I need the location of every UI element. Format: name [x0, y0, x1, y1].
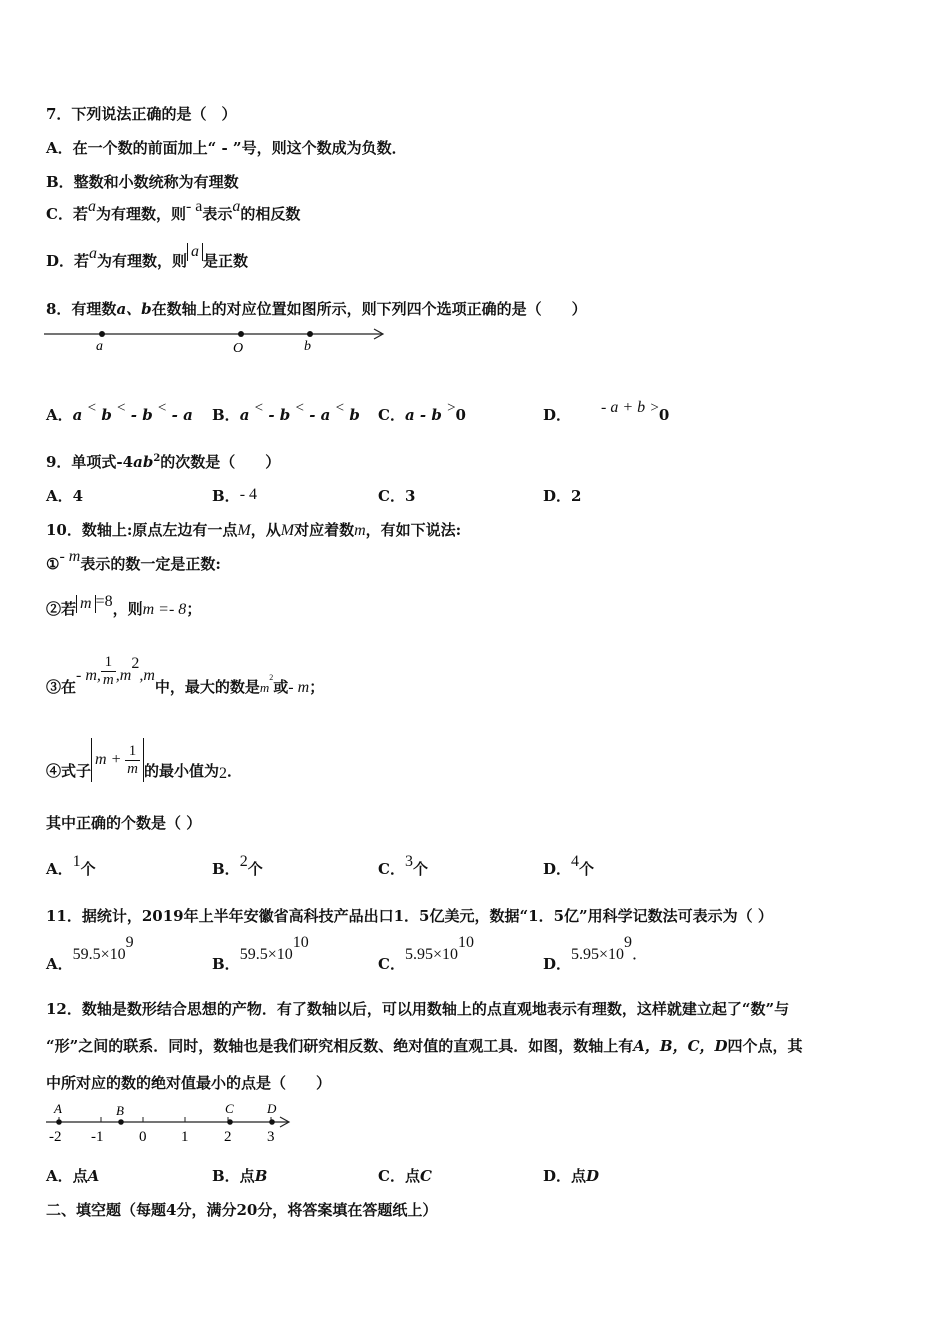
q10-option-d: D．4个 — [543, 853, 595, 878]
q9-option-d: D．2 — [543, 487, 582, 505]
q12-point-b — [118, 1119, 124, 1125]
q12-tick-label: 0 — [139, 1129, 147, 1145]
q8-option-d: D． - a + b >0 — [543, 399, 670, 424]
q8-number-line — [44, 324, 389, 360]
q12-stem-line2: “形”之间的联系．同时，数轴也是我们研究相反数、绝对值的直观工具．如图，数轴上有A，B，C，D四个点，其 — [46, 1037, 803, 1055]
q8-point-o — [238, 331, 244, 337]
q12-ticks — [59, 1117, 271, 1122]
q10-option-c: C．3个 — [378, 853, 428, 878]
q9-option-a: A．4 — [46, 487, 84, 505]
q7-option-a: A．在一个数的前面加上“ - ”号，则这个数成为负数． — [46, 139, 407, 157]
q11-option-c: C．$5.95\times 10^{10}$ — [378, 934, 474, 973]
q9-option-b: B．- 4 — [212, 486, 258, 505]
q8-label-a: a — [96, 339, 103, 354]
q12-point-d — [269, 1119, 275, 1125]
q11-option-a: A．$59.5\times 10^9$ — [46, 934, 134, 973]
q8-option-a: A．a < b < - b < - a — [46, 400, 193, 424]
q12-option-b: B．点B — [212, 1167, 268, 1185]
q8-option-b: B．a < - b < - a < b — [212, 400, 360, 424]
q10-statement-1: ①- m表示的数一定是正数: — [46, 548, 221, 573]
q8-stem: 8．有理数a、b在数轴上的对应位置如图所示，则下列四个选项正确的是（ ） — [46, 300, 587, 318]
q9-option-c: C．3 — [378, 487, 416, 505]
q10-statement-4: ④式子m + $\frac{1}{m}$ 的最小值为2． — [46, 728, 242, 778]
section-heading: 二、填空题（每题4分，满分20分，将答案填在答题纸上） — [46, 1201, 438, 1219]
q12-label-b: B — [116, 1103, 124, 1118]
q11-option-d: D．$5.95\times 10^9$． — [543, 934, 649, 973]
q12-tick-label: -2 — [49, 1129, 62, 1145]
q12-option-d: D．点D — [543, 1167, 600, 1185]
q7-option-c: C．若a为有理数，则- a表示a的相反数 — [46, 198, 301, 223]
q12-stem-line3: 中所对应的数的绝对值最小的点是（ ） — [46, 1074, 332, 1092]
q7-option-d: D．若a为有理数，则a是正数 — [46, 243, 249, 270]
q11-option-b: B．$59.5\times 10^{10}$ — [212, 934, 309, 973]
q12-point-a — [56, 1119, 62, 1125]
q8-option-c: C．a - b >0 — [378, 400, 466, 424]
q12-option-c: C．点C — [378, 1167, 432, 1185]
q10-statement-3: ③在- m, $\frac{1}{m}$ $,m^2,m$中，最大的数是$m^2$或- m； — [46, 654, 325, 696]
q12-stem-line1: 12．数轴是数形结合思想的产物．有了数轴以后，可以用数轴上的点直观地表示有理数，这样就建立起了“数”与 — [46, 1000, 790, 1018]
q11-stem: 11．据统计，2019年上半年安徽省高科技产品出口1．5亿美元，数据“1．5亿”用科学记数法可表示为（ ） — [46, 907, 773, 925]
q12-tick-label: 2 — [224, 1129, 232, 1145]
q12-label-d: D — [267, 1101, 277, 1116]
q7-stem: 7．下列说法正确的是（ ） — [46, 105, 237, 123]
q9-stem: 9．单项式$-4ab^2$的次数是（ ） — [46, 453, 281, 471]
q8-point-a — [99, 331, 105, 337]
q12-point-c — [227, 1119, 233, 1125]
q12-tick-label: 1 — [181, 1129, 189, 1145]
q12-option-a: A．点A — [46, 1167, 100, 1185]
q10-summary: 其中正确的个数是（ ） — [46, 814, 202, 832]
q12-tick-label: -1 — [91, 1129, 104, 1145]
q8-label-o: O — [233, 341, 244, 356]
q10-option-b: B．2个 — [212, 853, 263, 878]
q10-option-a: A．1个 — [46, 853, 96, 878]
q7-option-b: B．整数和小数统称为有理数 — [46, 173, 239, 191]
q10-statement-2: ②若 m =8，则m =- 8； — [46, 593, 202, 618]
q10-stem: 10．数轴上:原点左边有一点M，从M对应着数m，有如下说法: — [46, 521, 462, 539]
q8-point-b — [307, 331, 313, 337]
q12-tick-label: 3 — [267, 1129, 275, 1145]
q12-label-a: A — [54, 1101, 62, 1116]
q12-number-line — [44, 1098, 296, 1146]
q8-label-b: b — [304, 339, 311, 354]
q12-label-c: C — [225, 1101, 234, 1116]
